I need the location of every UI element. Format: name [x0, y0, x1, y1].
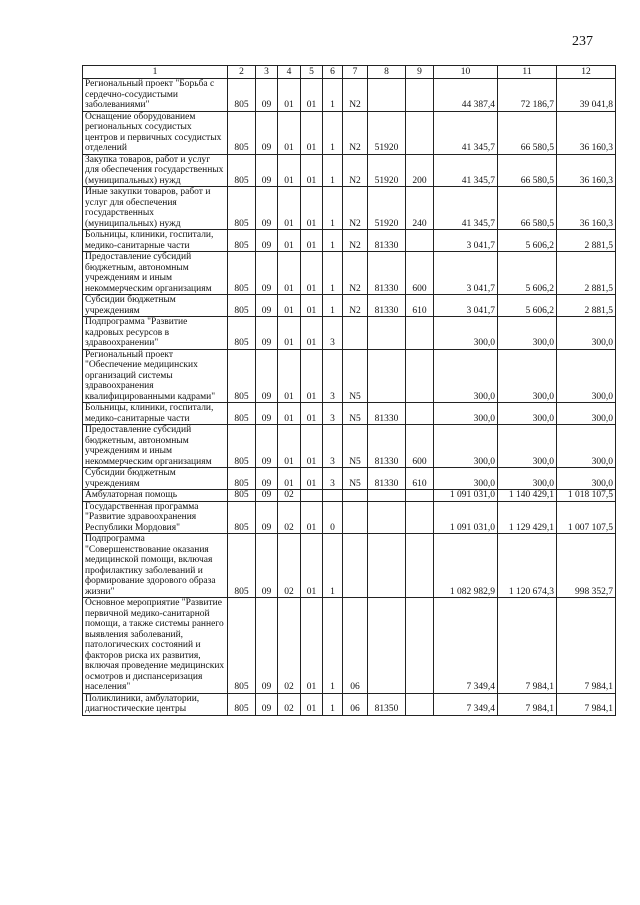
row-amount-cell: 1 007 107,5: [557, 501, 616, 534]
row-code-cell: [343, 490, 368, 502]
page-number: 237: [572, 34, 593, 49]
table-row: [83, 230, 616, 252]
row-name-cell: Поликлиники, амбулатории, диагностические центры: [83, 693, 228, 715]
row-name-cell: Подпрограмма "Совершенствование оказания медицинской помощи, включая профилактику заболеваний и формирование здорового образа жизни": [83, 534, 228, 598]
row-amount-cell: 3 041,7: [434, 230, 498, 252]
row-code-cell: 805: [228, 490, 256, 502]
row-code-cell: 01: [278, 230, 301, 252]
row-code-cell: 805: [228, 295, 256, 317]
row-code-cell: 02: [278, 534, 301, 598]
row-name-cell: Основное мероприятие "Развитие первичной медико-санитарной помощи, а также системы раннего выявления заболеваний, патологических состояний и факторов риска их развития, включая проведение медицинских осмотров и диспансеризация населения": [83, 598, 228, 694]
row-amount-cell: 2 881,5: [557, 252, 616, 295]
row-code-cell: 805: [228, 534, 256, 598]
row-code-cell: [406, 349, 434, 403]
row-code-cell: 805: [228, 598, 256, 694]
table-row: [83, 79, 616, 112]
row-code-cell: 09: [256, 154, 278, 187]
row-code-cell: 09: [256, 598, 278, 694]
column-header: 10: [434, 66, 498, 79]
row-amount-cell: 300,0: [557, 468, 616, 490]
row-code-cell: 01: [301, 349, 323, 403]
row-code-cell: 81330: [368, 295, 406, 317]
row-code-cell: [368, 490, 406, 502]
row-code-cell: 09: [256, 111, 278, 154]
row-amount-cell: 1 091 031,0: [434, 490, 498, 502]
column-header: 7: [343, 66, 368, 79]
row-code-cell: 01: [301, 501, 323, 534]
row-code-cell: 01: [278, 295, 301, 317]
table-row: [83, 693, 616, 715]
row-code-cell: N2: [343, 230, 368, 252]
table-row: [83, 187, 616, 230]
row-code-cell: 01: [301, 403, 323, 425]
row-code-cell: 3: [323, 425, 343, 468]
row-amount-cell: 36 160,3: [557, 154, 616, 187]
row-code-cell: 51920: [368, 187, 406, 230]
row-amount-cell: 1 129 429,1: [498, 501, 557, 534]
table-header-row: [83, 66, 616, 79]
column-header: 12: [557, 66, 616, 79]
row-amount-cell: 1 082 982,9: [434, 534, 498, 598]
row-amount-cell: 5 606,2: [498, 252, 557, 295]
row-amount-cell: 300,0: [557, 425, 616, 468]
row-name-cell: Субсидии бюджетным учреждениям: [83, 295, 228, 317]
row-code-cell: 02: [278, 501, 301, 534]
row-code-cell: 01: [301, 468, 323, 490]
row-name-cell: Больницы, клиники, госпитали, медико-санитарные части: [83, 403, 228, 425]
table-row: [83, 154, 616, 187]
row-code-cell: 09: [256, 403, 278, 425]
row-code-cell: 01: [301, 252, 323, 295]
row-code-cell: 09: [256, 79, 278, 112]
row-code-cell: [368, 534, 406, 598]
row-code-cell: 01: [301, 187, 323, 230]
row-code-cell: [406, 317, 434, 350]
row-name-cell: Региональный проект "Борьба с сердечно-сосудистыми заболеваниями": [83, 79, 228, 112]
row-code-cell: [343, 501, 368, 534]
row-name-cell: Оснащение оборудованием региональных сосудистых центров и первичных сосудистых отделений: [83, 111, 228, 154]
row-code-cell: 09: [256, 425, 278, 468]
row-amount-cell: 36 160,3: [557, 187, 616, 230]
row-code-cell: 09: [256, 468, 278, 490]
row-code-cell: 3: [323, 317, 343, 350]
row-code-cell: 01: [278, 79, 301, 112]
row-code-cell: 01: [301, 79, 323, 112]
row-code-cell: 1: [323, 252, 343, 295]
row-code-cell: 01: [278, 187, 301, 230]
row-code-cell: 01: [278, 317, 301, 350]
row-code-cell: 09: [256, 252, 278, 295]
row-code-cell: 81330: [368, 468, 406, 490]
row-amount-cell: 7 984,1: [498, 693, 557, 715]
row-code-cell: 01: [278, 468, 301, 490]
row-code-cell: 06: [343, 598, 368, 694]
table-row: [83, 598, 616, 694]
table-row: [83, 295, 616, 317]
row-code-cell: 3: [323, 468, 343, 490]
row-code-cell: 02: [278, 598, 301, 694]
row-amount-cell: 300,0: [498, 425, 557, 468]
row-code-cell: N5: [343, 425, 368, 468]
row-code-cell: 3: [323, 349, 343, 403]
row-amount-cell: 1 120 674,3: [498, 534, 557, 598]
table-row: [83, 425, 616, 468]
row-code-cell: 01: [278, 425, 301, 468]
row-code-cell: [406, 501, 434, 534]
row-code-cell: 02: [278, 490, 301, 502]
row-amount-cell: 300,0: [498, 403, 557, 425]
row-code-cell: 01: [301, 425, 323, 468]
row-code-cell: N2: [343, 111, 368, 154]
row-code-cell: 1: [323, 79, 343, 112]
row-code-cell: 51920: [368, 111, 406, 154]
row-amount-cell: 7 349,4: [434, 598, 498, 694]
table-row: [83, 111, 616, 154]
row-code-cell: 1: [323, 230, 343, 252]
row-code-cell: 3: [323, 403, 343, 425]
row-amount-cell: 300,0: [557, 349, 616, 403]
row-amount-cell: 41 345,7: [434, 111, 498, 154]
row-code-cell: N2: [343, 252, 368, 295]
row-code-cell: 09: [256, 317, 278, 350]
row-code-cell: 09: [256, 501, 278, 534]
row-code-cell: 01: [301, 534, 323, 598]
table-row: [83, 490, 616, 502]
row-code-cell: 01: [278, 154, 301, 187]
row-code-cell: N5: [343, 468, 368, 490]
row-amount-cell: 300,0: [498, 468, 557, 490]
row-amount-cell: 300,0: [434, 317, 498, 350]
table-row: [83, 501, 616, 534]
row-code-cell: 01: [301, 598, 323, 694]
row-name-cell: Региональный проект "Обеспечение медицинских организаций системы здравоохранения квалифицированными кадрами": [83, 349, 228, 403]
row-code-cell: 805: [228, 693, 256, 715]
row-code-cell: [343, 534, 368, 598]
row-name-cell: Субсидии бюджетным учреждениям: [83, 468, 228, 490]
column-header: 8: [368, 66, 406, 79]
row-code-cell: 01: [278, 349, 301, 403]
row-amount-cell: 2 881,5: [557, 230, 616, 252]
row-code-cell: 805: [228, 154, 256, 187]
row-code-cell: [406, 598, 434, 694]
row-code-cell: 51920: [368, 154, 406, 187]
row-code-cell: 09: [256, 349, 278, 403]
row-code-cell: [406, 79, 434, 112]
row-code-cell: 09: [256, 534, 278, 598]
row-code-cell: N2: [343, 79, 368, 112]
row-code-cell: [323, 490, 343, 502]
row-amount-cell: 66 580,5: [498, 187, 557, 230]
row-code-cell: [301, 490, 323, 502]
row-code-cell: [368, 317, 406, 350]
row-amount-cell: 41 345,7: [434, 154, 498, 187]
column-header: 4: [278, 66, 301, 79]
row-amount-cell: 7 984,1: [498, 598, 557, 694]
row-code-cell: 805: [228, 252, 256, 295]
row-code-cell: [406, 693, 434, 715]
column-header: 5: [301, 66, 323, 79]
row-amount-cell: 3 041,7: [434, 252, 498, 295]
row-code-cell: 01: [278, 403, 301, 425]
row-amount-cell: 300,0: [434, 425, 498, 468]
row-code-cell: 09: [256, 490, 278, 502]
row-code-cell: 610: [406, 295, 434, 317]
row-code-cell: [406, 403, 434, 425]
row-code-cell: N2: [343, 154, 368, 187]
row-amount-cell: 5 606,2: [498, 230, 557, 252]
row-code-cell: 805: [228, 317, 256, 350]
row-code-cell: 610: [406, 468, 434, 490]
row-code-cell: 805: [228, 230, 256, 252]
row-code-cell: [368, 349, 406, 403]
row-code-cell: 1: [323, 295, 343, 317]
column-header: 2: [228, 66, 256, 79]
row-amount-cell: 300,0: [557, 317, 616, 350]
table-row: [83, 317, 616, 350]
row-code-cell: 805: [228, 468, 256, 490]
row-code-cell: 805: [228, 349, 256, 403]
row-code-cell: 81350: [368, 693, 406, 715]
column-header: 11: [498, 66, 557, 79]
row-code-cell: 805: [228, 425, 256, 468]
row-code-cell: N5: [343, 403, 368, 425]
column-header: 3: [256, 66, 278, 79]
row-amount-cell: 41 345,7: [434, 187, 498, 230]
row-name-cell: Государственная программа "Развитие здравоохранения Республики Мордовия": [83, 501, 228, 534]
row-amount-cell: 44 387,4: [434, 79, 498, 112]
row-name-cell: Предоставление субсидий бюджетным, автономным учреждениям и иным некоммерческим организациям: [83, 252, 228, 295]
row-code-cell: 805: [228, 79, 256, 112]
row-code-cell: 81330: [368, 230, 406, 252]
row-code-cell: [406, 534, 434, 598]
row-code-cell: 09: [256, 295, 278, 317]
row-code-cell: 01: [301, 111, 323, 154]
row-amount-cell: 1 091 031,0: [434, 501, 498, 534]
row-code-cell: [368, 501, 406, 534]
row-amount-cell: 66 580,5: [498, 111, 557, 154]
row-code-cell: [406, 490, 434, 502]
row-code-cell: 1: [323, 534, 343, 598]
row-code-cell: N2: [343, 187, 368, 230]
row-code-cell: 81330: [368, 425, 406, 468]
row-code-cell: 06: [343, 693, 368, 715]
row-amount-cell: 7 984,1: [557, 598, 616, 694]
row-code-cell: 81330: [368, 403, 406, 425]
row-code-cell: 01: [278, 252, 301, 295]
row-amount-cell: 300,0: [434, 349, 498, 403]
row-amount-cell: 36 160,3: [557, 111, 616, 154]
row-code-cell: 01: [301, 230, 323, 252]
row-code-cell: 02: [278, 693, 301, 715]
row-code-cell: [343, 317, 368, 350]
row-code-cell: 805: [228, 403, 256, 425]
row-code-cell: 1: [323, 693, 343, 715]
column-header: 9: [406, 66, 434, 79]
row-code-cell: [406, 230, 434, 252]
column-header: 1: [83, 66, 228, 79]
row-code-cell: 805: [228, 501, 256, 534]
row-code-cell: 01: [301, 693, 323, 715]
row-code-cell: 09: [256, 230, 278, 252]
row-code-cell: [368, 598, 406, 694]
row-name-cell: Подпрограмма "Развитие кадровых ресурсов в здравоохранении": [83, 317, 228, 350]
row-amount-cell: 1 140 429,1: [498, 490, 557, 502]
row-code-cell: 1: [323, 187, 343, 230]
row-amount-cell: 66 580,5: [498, 154, 557, 187]
row-code-cell: 200: [406, 154, 434, 187]
table-body: [83, 79, 616, 716]
row-amount-cell: 72 186,7: [498, 79, 557, 112]
row-code-cell: 01: [301, 317, 323, 350]
row-code-cell: 1: [323, 111, 343, 154]
row-code-cell: 01: [278, 111, 301, 154]
row-code-cell: 805: [228, 187, 256, 230]
row-amount-cell: 300,0: [498, 317, 557, 350]
row-amount-cell: 300,0: [434, 403, 498, 425]
row-name-cell: Закупка товаров, работ и услуг для обеспечения государственных (муниципальных) нужд: [83, 154, 228, 187]
row-name-cell: Больницы, клиники, госпитали, медико-санитарные части: [83, 230, 228, 252]
budget-table: [82, 65, 616, 716]
table-row: [83, 468, 616, 490]
row-amount-cell: 300,0: [498, 349, 557, 403]
row-code-cell: N2: [343, 295, 368, 317]
row-code-cell: 1: [323, 598, 343, 694]
table-row: [83, 403, 616, 425]
row-code-cell: 09: [256, 187, 278, 230]
row-code-cell: 81330: [368, 252, 406, 295]
row-amount-cell: 3 041,7: [434, 295, 498, 317]
row-amount-cell: 7 349,4: [434, 693, 498, 715]
row-amount-cell: 39 041,8: [557, 79, 616, 112]
row-code-cell: 240: [406, 187, 434, 230]
row-code-cell: 600: [406, 252, 434, 295]
row-code-cell: 805: [228, 111, 256, 154]
row-code-cell: 01: [301, 154, 323, 187]
row-amount-cell: 7 984,1: [557, 693, 616, 715]
table-row: [83, 252, 616, 295]
row-name-cell: Предоставление субсидий бюджетным, автономным учреждениям и иным некоммерческим организациям: [83, 425, 228, 468]
row-code-cell: [406, 111, 434, 154]
row-amount-cell: 998 352,7: [557, 534, 616, 598]
row-name-cell: Амбулаторная помощь: [83, 490, 228, 502]
row-amount-cell: 2 881,5: [557, 295, 616, 317]
row-code-cell: 1: [323, 154, 343, 187]
row-code-cell: 600: [406, 425, 434, 468]
table-row: [83, 534, 616, 598]
row-code-cell: 09: [256, 693, 278, 715]
row-code-cell: N5: [343, 349, 368, 403]
table-row: [83, 349, 616, 403]
row-amount-cell: 5 606,2: [498, 295, 557, 317]
row-code-cell: 0: [323, 501, 343, 534]
row-amount-cell: 300,0: [434, 468, 498, 490]
row-amount-cell: 300,0: [557, 403, 616, 425]
row-code-cell: 01: [301, 295, 323, 317]
row-code-cell: [368, 79, 406, 112]
row-amount-cell: 1 018 107,5: [557, 490, 616, 502]
column-header: 6: [323, 66, 343, 79]
row-name-cell: Иные закупки товаров, работ и услуг для обеспечения государственных (муниципальных) нужд: [83, 187, 228, 230]
